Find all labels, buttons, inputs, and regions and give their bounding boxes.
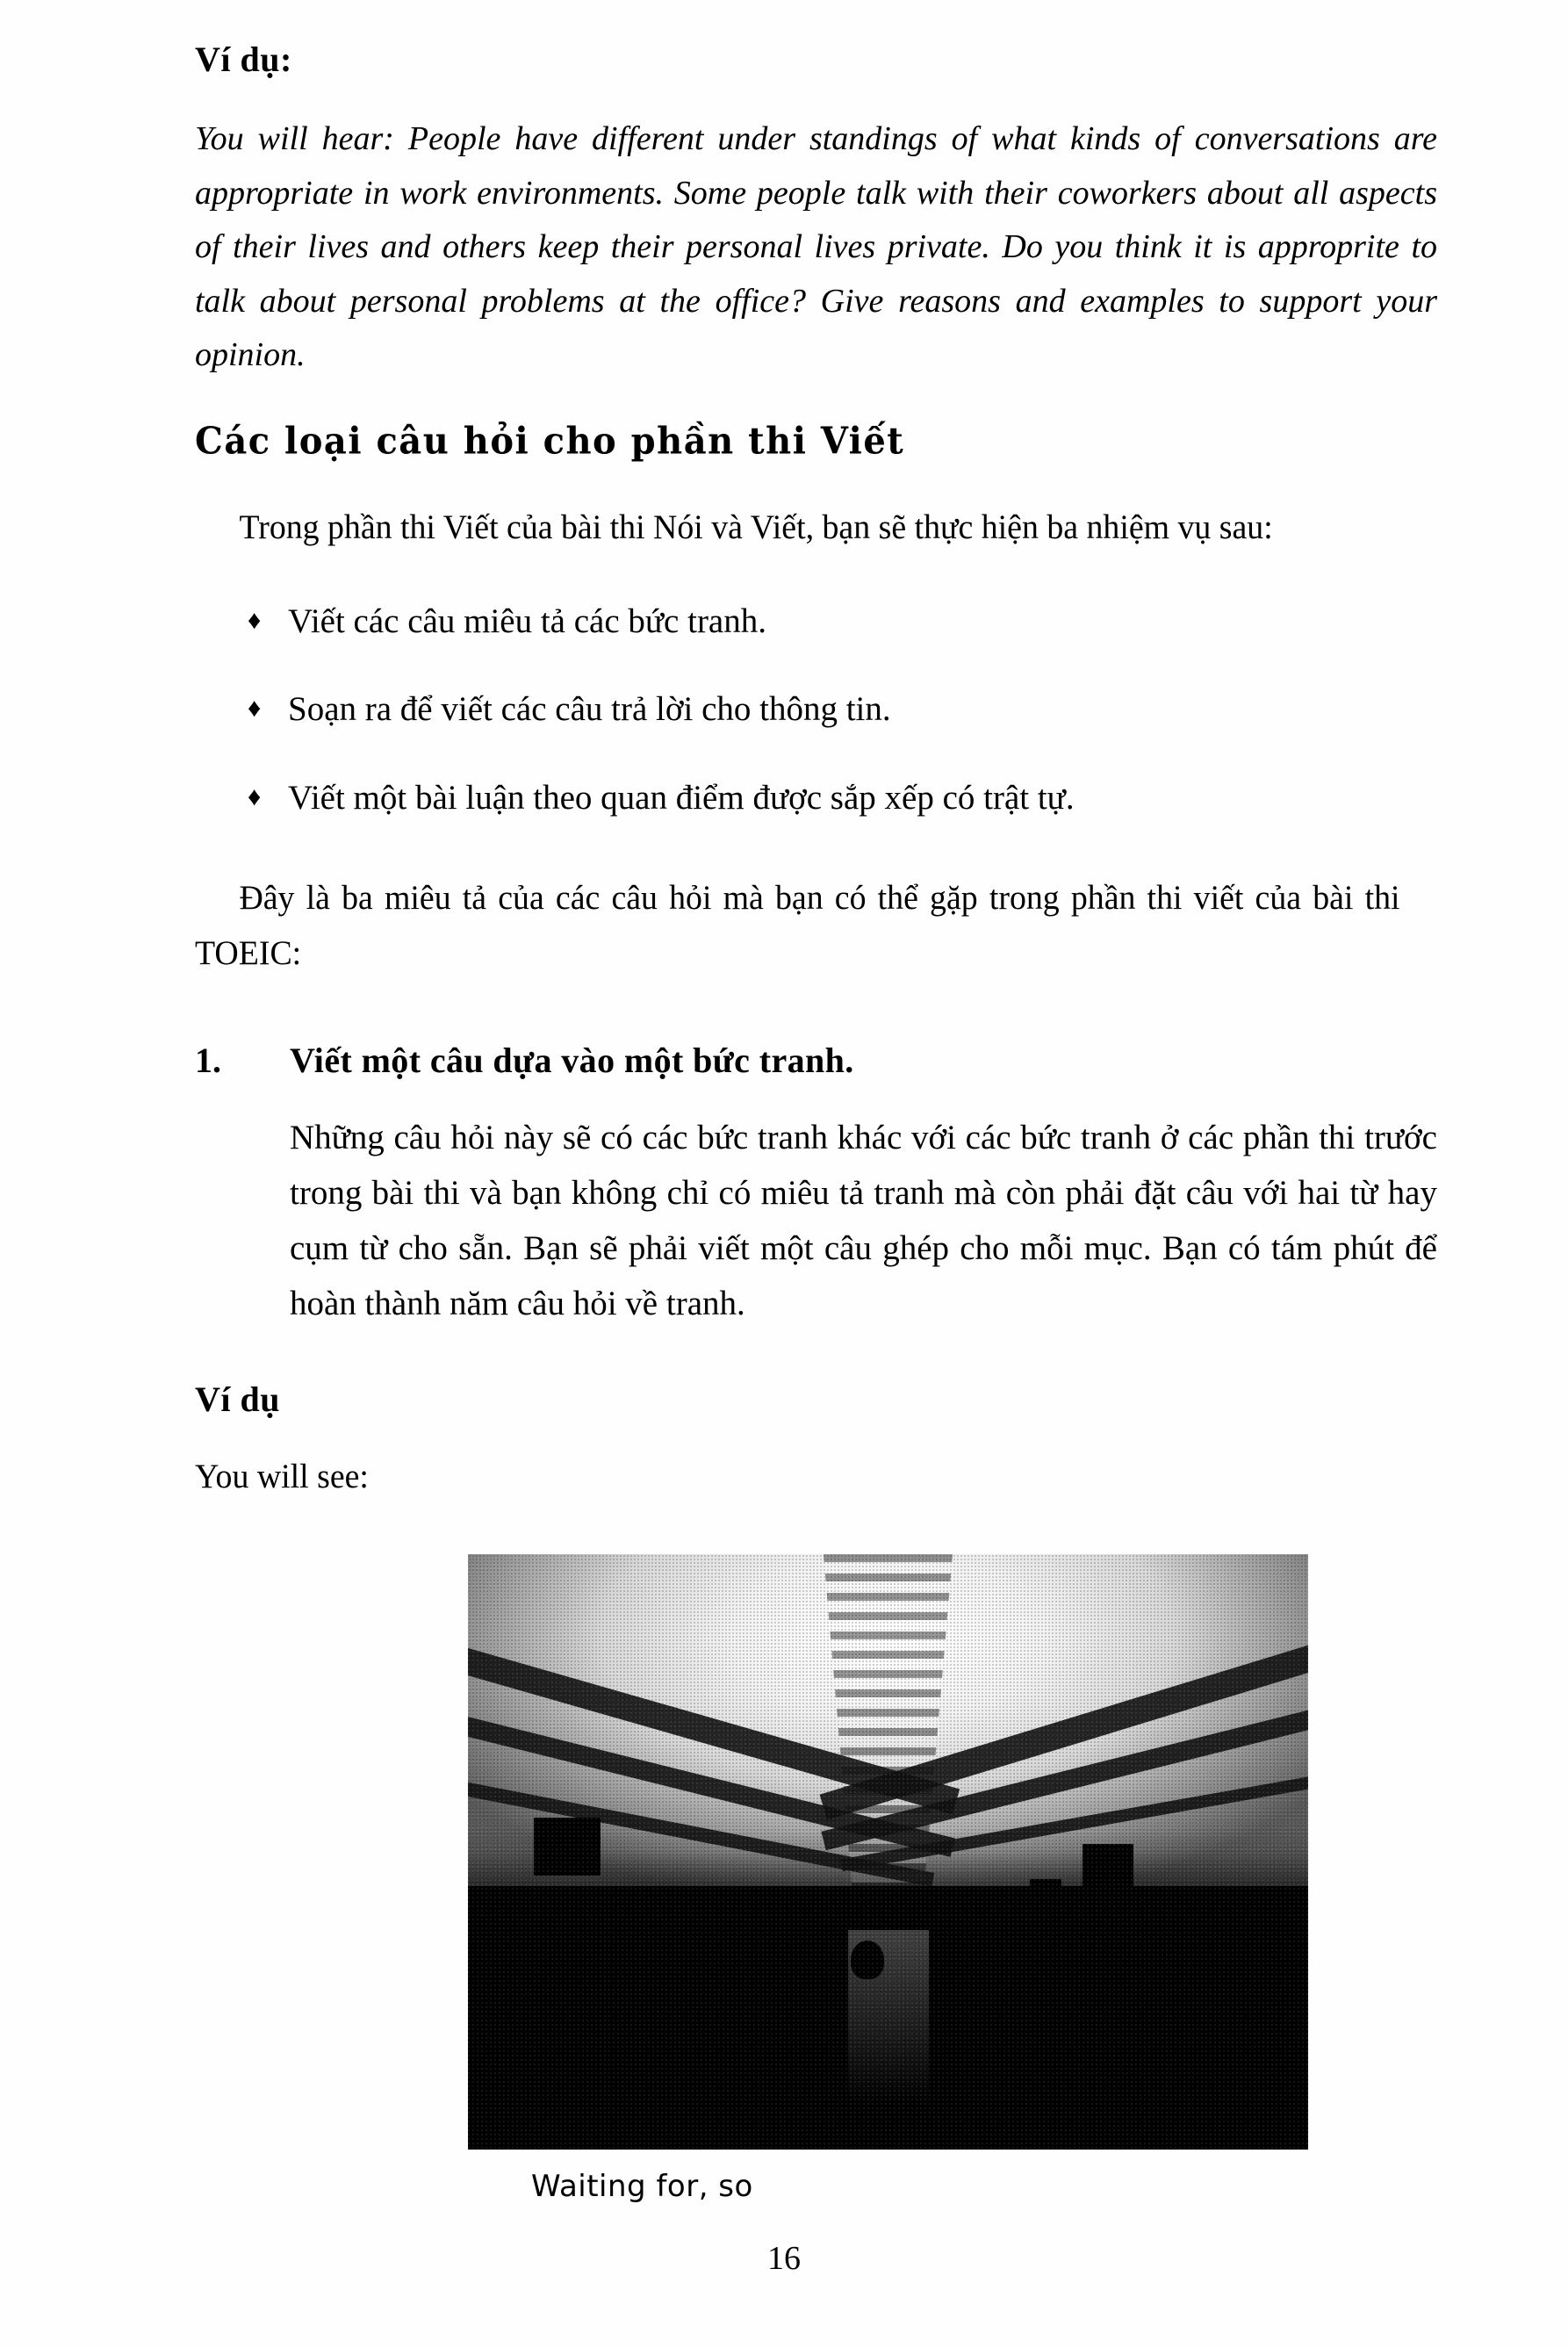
section-heading-writing-question-types: Các loại câu hỏi cho phần thi Viết [195,418,905,463]
task-bullet-list [195,595,1437,825]
list-item [195,595,1437,648]
photo-content [468,1554,1308,2150]
list-item-label: Viết một bài luận theo quan điểm được sắp xếp có trật tự. [288,778,1075,817]
example-heading-listening: Ví dụ: [195,40,292,79]
after-bullets-paragraph: Đây là ba miêu tả của các câu hỏi mà bạn có thể gặp trong phần thi viết của bài thi TOEIC: [195,879,1400,973]
numbered-task-number: 1. [195,1040,221,1080]
you-will-see-label: You will see: [195,1458,369,1496]
example-heading-writing: Ví dụ [195,1379,280,1420]
diamond-bullet-icon: ♦ [248,694,262,724]
list-item [195,683,1437,736]
numbered-task-heading [195,1036,1437,1085]
list-item-label: Soạn ra để viết các câu trả lời cho thông tin. [288,690,891,729]
intro-paragraph: Trong phần thi Viết của bài thi Nói và Viết, bạn sẽ thực hiện ba nhiệm vụ sau: [239,508,1273,546]
numbered-task-body: Những câu hỏi này sẽ có các bức tranh khác với các bức tranh ở các phần thi trước trong bài thi và bạn không chỉ có miêu tả tranh mà còn phải đặt câu với hai từ hay cụm từ cho sẵn. Bạn sẽ phải viết một câu ghép cho mỗi mục. Bạn có tám phút để hoàn thành năm câu hỏi về tranh. [290,1118,1437,1323]
diamond-bullet-icon: ♦ [248,781,262,811]
page-number: 16 [767,2240,801,2277]
figure-caption: Waiting for, so [531,2169,753,2204]
numbered-task-title: Viết một câu dựa vào một bức tranh. [290,1040,854,1080]
listening-prompt-paragraph: You will hear: People have different under standings of what kinds of conversations are appropriate in work environments. Some people talk with their coworkers about all aspects of their lives and others keep their personal lives private. Do you think it is approprite to talk about personal problems at the office? Give reasons and examples to support your opinion. [195,120,1437,374]
figure-airplane-cabin-photo [468,1554,1308,2150]
text-column [195,0,1437,1504]
halftone-texture [468,1554,1308,2150]
diamond-bullet-icon: ♦ [248,605,262,635]
list-item [195,772,1437,825]
list-item-label: Viết các câu miêu tả các bức tranh. [288,601,766,640]
